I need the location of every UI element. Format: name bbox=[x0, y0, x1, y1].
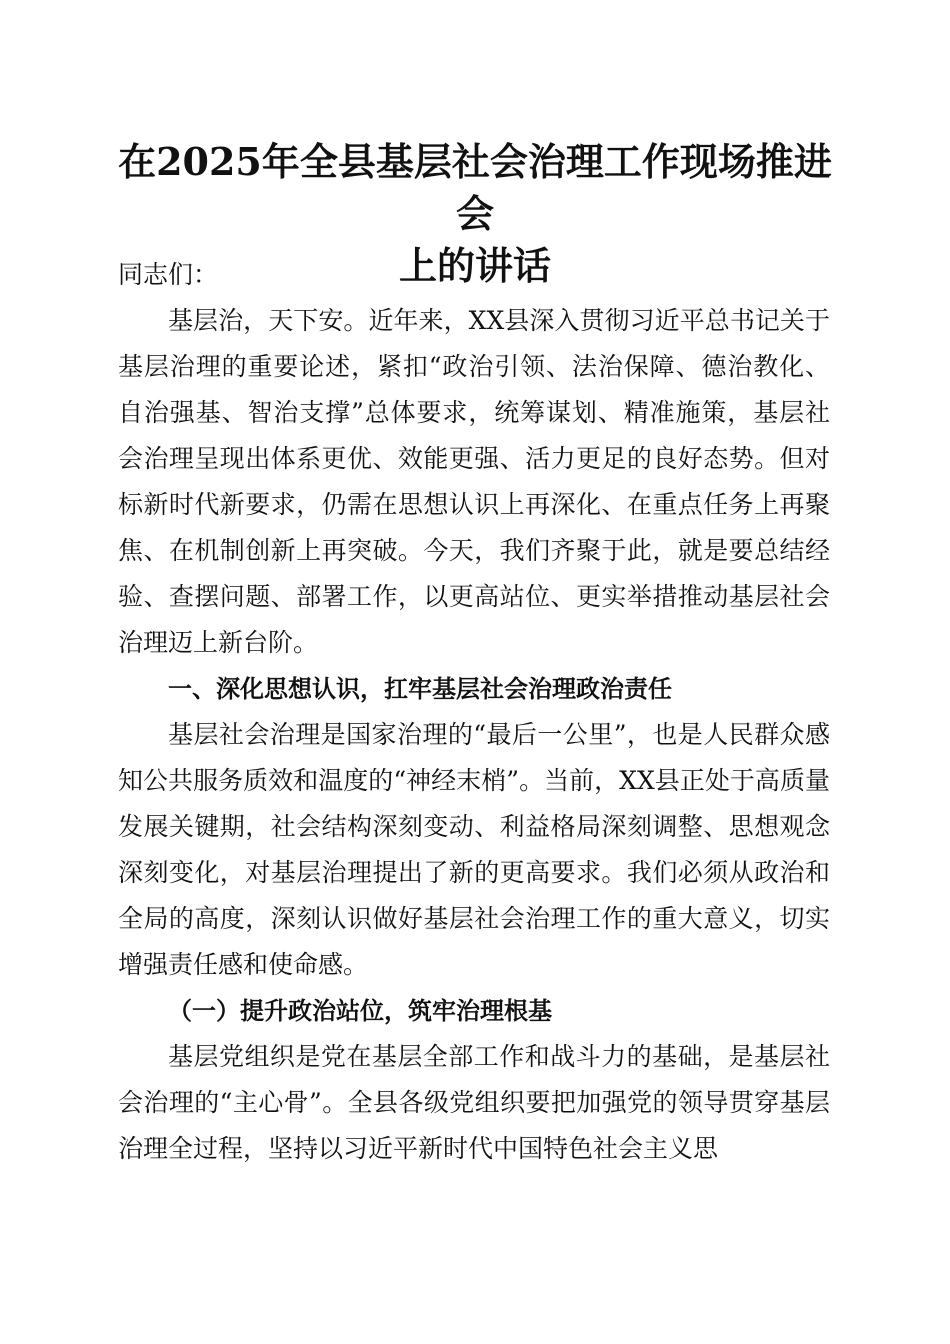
subsection-heading-1: （一）提升政治站位，筑牢治理根基 bbox=[168, 996, 552, 1025]
section-heading-1: 一、深化思想认识，扛牢基层社会治理政治责任 bbox=[168, 675, 672, 703]
title-line-1: 在2025年全县基层社会治理工作现场推进会 bbox=[118, 139, 832, 236]
paragraph-section-1: 基层社会治理是国家治理的“最后一公里”，也是人民群众感知公共服务质效和温度的“神经末梢”。当前，XX县正处于高质量发展关键期，社会结构深刻变动、利益格局深刻调整、思想观念深刻变化，对基层治理提出了新的更高要求。我们必须从政治和全局的高度，深刻认识做好基层社会治理工作的重大意义，切实增强责任感和使命感。 bbox=[118, 720, 830, 979]
salutation: 同志们： bbox=[118, 260, 219, 289]
paragraph-subsection-1: 基层党组织是党在基层全部工作和战斗力的基础，是基层社会治理的“主心骨”。全县各级党组织要把加强党的领导贯穿基层治理全过程，坚持以习近平新时代中国特色社会主义思 bbox=[118, 1042, 830, 1163]
title-line-2: 上的讲话 bbox=[398, 243, 551, 288]
document-body bbox=[118, 252, 830, 1172]
paragraph-intro: 基层治，天下安。近年来，XX县深入贯彻习近平总书记关于基层治理的重要论述，紧扣“政治引领、法治保障、德治教化、自治强基、智治支撑”总体要求，统筹谋划、精准施策，基层社会治理呈现出体系更优、效能更强、活力更足的良好态势。但对标新时代新要求，仍需在思想认识上再深化、在重点任务上再聚焦、在机制创新上再突破。今天，我们齐聚于此，就是要总结经验、查摆问题、部署工作，以更高站位、更实举措推动基层社会治理迈上新台阶。 bbox=[118, 306, 830, 657]
